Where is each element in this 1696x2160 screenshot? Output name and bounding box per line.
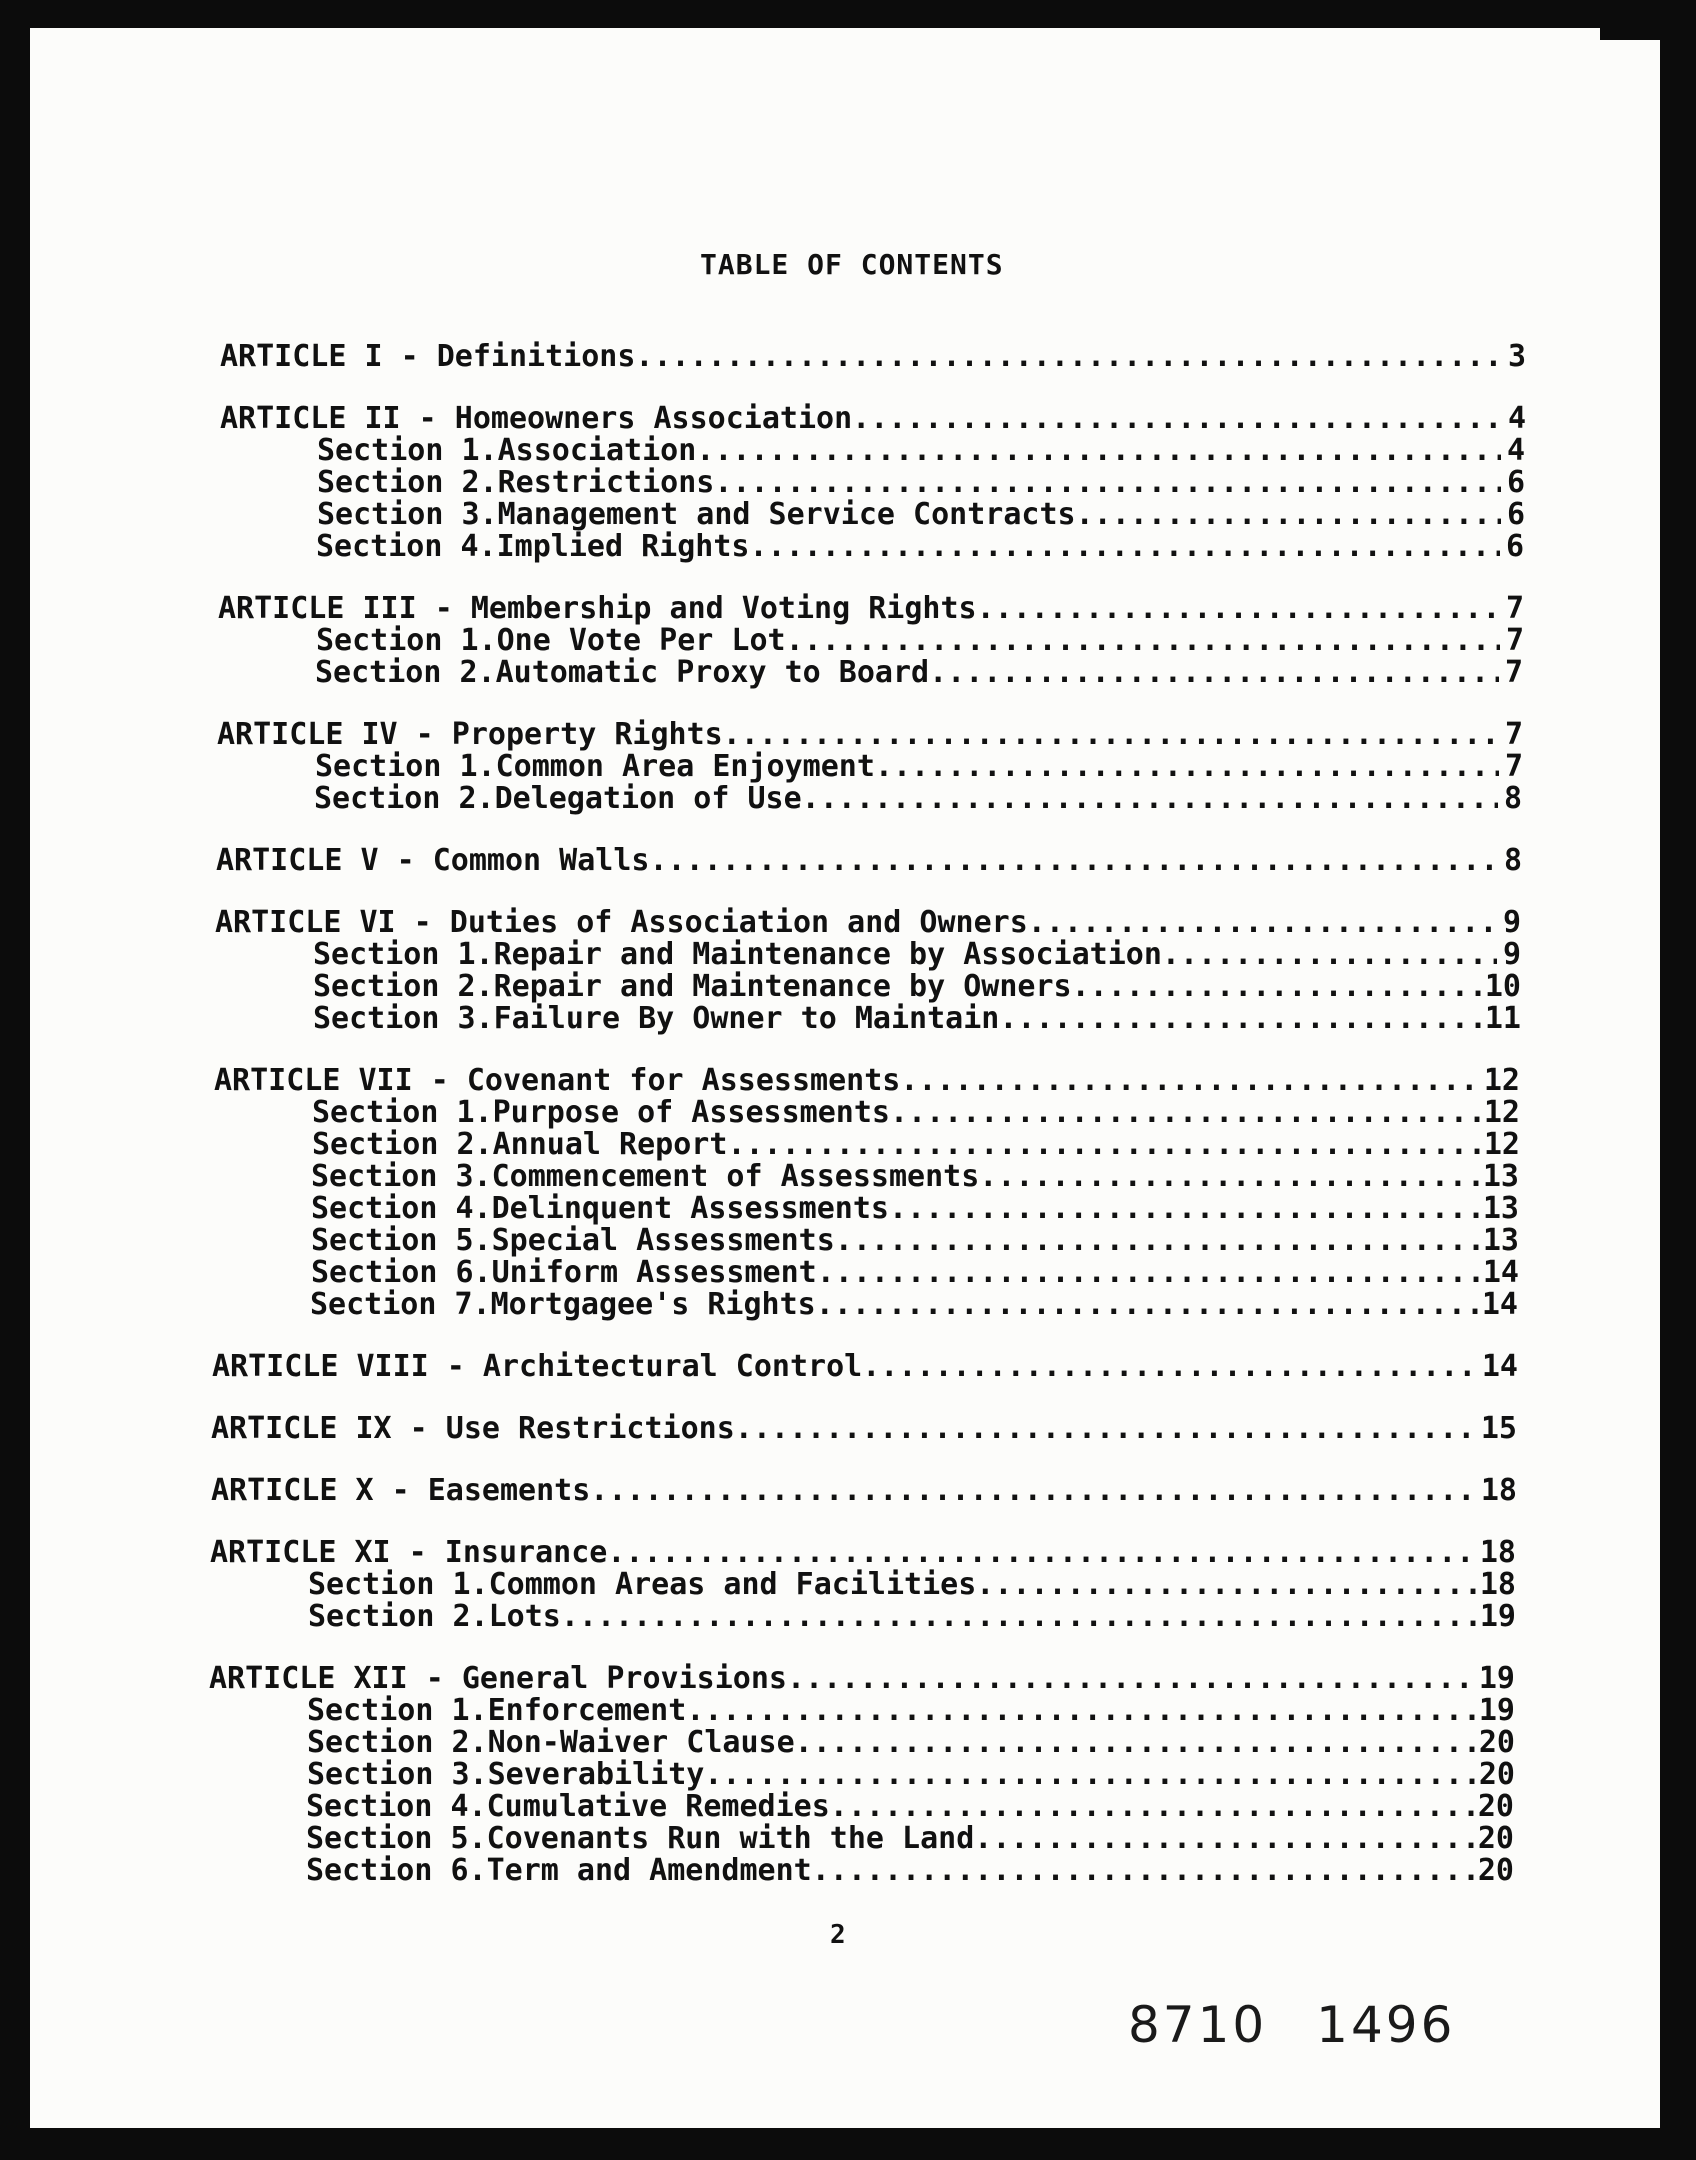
toc-section-number: Section 4.	[306, 1789, 487, 1824]
toc-entry-page: 6	[1506, 465, 1525, 500]
toc-entry-label: ARTICLE V - Common Walls	[216, 843, 650, 878]
toc-leader-dots	[590, 1474, 1477, 1508]
toc-leader-dots	[862, 1350, 1478, 1384]
document-page	[30, 28, 1660, 2128]
toc-article-entry	[211, 1474, 1517, 1508]
toc-entry-page: 18	[1479, 1567, 1516, 1602]
toc-entry-label: Lots	[488, 1599, 561, 1634]
toc-entry-page: 9	[1502, 937, 1521, 972]
toc-section-entry	[214, 1128, 1520, 1162]
toc-leader-dots	[852, 402, 1502, 436]
toc-entry-page: 12	[1483, 1127, 1520, 1162]
toc-article-entry	[214, 1064, 1520, 1098]
toc-entry-label: ARTICLE III - Membership and Voting Rights	[218, 591, 977, 626]
toc-entry-page: 9	[1502, 905, 1521, 940]
toc-entry-label: ARTICLE X - Easements	[211, 1473, 591, 1508]
toc-entry-label: Common Area Enjoyment	[495, 749, 875, 784]
toc-entry-label: Commencement of Assessments	[491, 1159, 980, 1194]
toc-article-entry	[209, 1662, 1515, 1696]
toc-leader-dots	[1072, 970, 1481, 1004]
toc-section-entry	[209, 1726, 1515, 1760]
toc-section-entry	[209, 1694, 1515, 1728]
toc-entry-page: 13	[1482, 1159, 1519, 1194]
toc-leader-dots	[900, 1064, 1480, 1098]
toc-entry-page: 13	[1482, 1223, 1519, 1258]
toc-entry-label: Term and Amendment	[486, 1853, 812, 1888]
toc-leader-dots	[976, 1568, 1476, 1602]
toc-article-entry	[210, 1536, 1516, 1570]
toc-section-number: Section 2.	[317, 465, 498, 500]
toc-entry-label: Mortgagee's Rights	[490, 1287, 816, 1322]
toc-leader-dots	[1076, 498, 1501, 532]
toc-entry-label: ARTICLE IX - Use Restrictions	[211, 1411, 735, 1446]
toc-entry-page: 14	[1481, 1287, 1518, 1322]
toc-title: TABLE OF CONTENTS	[700, 248, 1004, 281]
toc-entry-page: 7	[1505, 623, 1524, 658]
toc-section-number: Section 2.	[315, 655, 496, 690]
toc-section-entry	[215, 970, 1521, 1004]
toc-section-entry	[218, 530, 1524, 564]
toc-entry-label: ARTICLE VII - Covenant for Assessments	[214, 1063, 901, 1098]
toc-leader-dots	[1162, 938, 1497, 972]
toc-section-entry	[210, 1600, 1516, 1634]
toc-leader-dots	[686, 1694, 1475, 1728]
toc-entry-page: 3	[1507, 339, 1526, 374]
toc-entry-page: 18	[1479, 1535, 1516, 1570]
toc-leader-dots	[1028, 906, 1497, 940]
toc-entry-page: 8	[1503, 781, 1522, 816]
toc-leader-dots	[812, 1854, 1474, 1888]
toc-leader-dots	[795, 1726, 1475, 1760]
toc-entry-page: 6	[1506, 497, 1525, 532]
table-of-contents	[30, 28, 1660, 2128]
toc-section-entry	[213, 1224, 1519, 1258]
toc-entry-label: Cumulative Remedies	[486, 1789, 830, 1824]
toc-section-number: Section 7.	[310, 1287, 491, 1322]
toc-section-number: Section 6.	[311, 1255, 492, 1290]
toc-entry-page: 20	[1478, 1725, 1515, 1760]
toc-leader-dots	[607, 1536, 1476, 1570]
toc-entry-label: Enforcement	[487, 1693, 687, 1728]
toc-section-number: Section 4.	[311, 1191, 492, 1226]
toc-section-entry	[213, 1192, 1519, 1226]
toc-article-entry	[220, 402, 1526, 436]
toc-section-entry	[209, 1758, 1515, 1792]
toc-entry-label: ARTICLE XI - Insurance	[210, 1535, 608, 1570]
toc-leader-dots	[723, 718, 1499, 752]
toc-section-entry	[208, 1822, 1514, 1856]
toc-section-entry	[218, 624, 1524, 658]
toc-section-entry	[215, 938, 1521, 972]
toc-entry-label: Purpose of Assessments	[492, 1095, 890, 1130]
toc-entry-label: Uniform Assessment	[491, 1255, 817, 1290]
toc-leader-dots	[787, 1662, 1475, 1696]
toc-article-entry	[216, 844, 1522, 878]
scan-edge-noise	[1600, 0, 1696, 40]
toc-leader-dots	[890, 1096, 1480, 1130]
toc-section-number: Section 2.	[312, 1127, 493, 1162]
toc-section-number: Section 2.	[313, 969, 494, 1004]
toc-section-entry	[216, 782, 1522, 816]
toc-article-entry	[212, 1350, 1518, 1384]
toc-leader-dots	[974, 1822, 1474, 1856]
toc-entry-page: 4	[1506, 433, 1525, 468]
toc-entry-label: Failure By Owner to Maintain	[493, 1001, 1000, 1036]
toc-entry-label: Repair and Maintenance by Association	[493, 937, 1162, 972]
toc-article-entry	[211, 1412, 1517, 1446]
toc-section-entry	[219, 498, 1525, 532]
toc-section-entry	[217, 656, 1523, 690]
toc-entry-page: 19	[1478, 1661, 1515, 1696]
toc-leader-dots	[786, 624, 1500, 658]
toc-leader-dots	[999, 1002, 1481, 1036]
scan-edge-noise	[0, 0, 70, 24]
toc-section-number: Section 1.	[307, 1693, 488, 1728]
toc-section-entry	[213, 1256, 1519, 1290]
toc-article-entry	[215, 906, 1521, 940]
toc-section-number: Section 2.	[307, 1725, 488, 1760]
toc-section-number: Section 2.	[314, 781, 495, 816]
toc-leader-dots	[704, 1758, 1475, 1792]
toc-leader-dots	[649, 844, 1498, 878]
toc-entry-page: 10	[1484, 969, 1521, 1004]
toc-entry-page: 14	[1482, 1255, 1519, 1290]
toc-entry-page: 14	[1481, 1349, 1518, 1384]
toc-entry-page: 8	[1503, 843, 1522, 878]
toc-section-number: Section 3.	[307, 1757, 488, 1792]
toc-entry-label: Association	[497, 433, 697, 468]
toc-entry-label: Automatic Proxy to Board	[495, 655, 930, 690]
toc-section-number: Section 4.	[316, 529, 497, 564]
toc-entry-label: Common Areas and Facilities	[488, 1567, 977, 1602]
toc-entry-label: Annual Report	[492, 1127, 728, 1162]
toc-entry-label: ARTICLE II - Homeowners Association	[220, 401, 853, 436]
toc-entry-label: ARTICLE VI - Duties of Association and Owners	[215, 905, 1028, 940]
toc-section-number: Section 3.	[317, 497, 498, 532]
toc-entry-page: 20	[1477, 1789, 1514, 1824]
toc-leader-dots	[750, 530, 1501, 564]
toc-entry-page: 20	[1478, 1757, 1515, 1792]
toc-section-entry	[212, 1288, 1518, 1322]
toc-section-number: Section 1.	[312, 1095, 493, 1130]
toc-section-entry	[214, 1096, 1520, 1130]
toc-entry-label: Restrictions	[497, 465, 715, 500]
toc-entry-page: 15	[1480, 1411, 1517, 1446]
toc-entry-label: Repair and Maintenance by Owners	[493, 969, 1072, 1004]
toc-section-entry	[217, 750, 1523, 784]
toc-leader-dots	[875, 750, 1499, 784]
toc-section-number: Section 5.	[306, 1821, 487, 1856]
toc-section-number: Section 1.	[317, 433, 498, 468]
document-stamp-number: 8710 1496	[1128, 1996, 1456, 2054]
toc-entry-page: 11	[1484, 1001, 1521, 1036]
toc-entry-page: 6	[1505, 529, 1524, 564]
toc-entry-label: ARTICLE I - Definitions	[220, 339, 636, 374]
toc-section-entry	[210, 1568, 1516, 1602]
toc-section-entry	[219, 466, 1525, 500]
toc-leader-dots	[830, 1790, 1474, 1824]
toc-entry-label: Non-Waiver Clause	[487, 1725, 795, 1760]
toc-section-number: Section 2.	[308, 1599, 489, 1634]
toc-leader-dots	[735, 1412, 1477, 1446]
toc-entry-page: 19	[1479, 1599, 1516, 1634]
toc-entry-label: Management and Service Contracts	[497, 497, 1076, 532]
toc-section-number: Section 1.	[316, 623, 497, 658]
toc-section-number: Section 6.	[306, 1853, 487, 1888]
toc-leader-dots	[727, 1128, 1479, 1162]
toc-entry-page: 7	[1504, 749, 1523, 784]
toc-entry-label: ARTICLE VIII - Architectural Control	[212, 1349, 863, 1384]
toc-entry-label: Special Assessments	[491, 1223, 835, 1258]
toc-section-number: Section 1.	[313, 937, 494, 972]
toc-entry-page: 18	[1480, 1473, 1517, 1508]
toc-leader-dots	[889, 1192, 1479, 1226]
toc-entry-label: Severability	[487, 1757, 705, 1792]
toc-entry-label: Covenants Run with the Land	[486, 1821, 975, 1856]
toc-entry-page: 12	[1483, 1063, 1520, 1098]
toc-entry-label: Delegation of Use	[494, 781, 802, 816]
toc-entry-label: Implied Rights	[496, 529, 750, 564]
toc-article-entry	[218, 592, 1524, 626]
toc-entry-page: 13	[1482, 1191, 1519, 1226]
toc-entry-page: 4	[1507, 401, 1526, 436]
toc-section-number: Section 5.	[311, 1223, 492, 1258]
toc-entry-page: 20	[1477, 1821, 1514, 1856]
toc-section-entry	[215, 1002, 1521, 1036]
toc-section-number: Section 1.	[308, 1567, 489, 1602]
toc-section-entry	[219, 434, 1525, 468]
toc-section-entry	[208, 1854, 1514, 1888]
toc-leader-dots	[816, 1288, 1478, 1322]
toc-section-number: Section 3.	[311, 1159, 492, 1194]
toc-entry-label: ARTICLE XII - General Provisions	[209, 1661, 787, 1696]
toc-entry-label: One Vote Per Lot	[496, 623, 786, 658]
toc-section-entry	[213, 1160, 1519, 1194]
toc-leader-dots	[635, 340, 1502, 374]
toc-leader-dots	[817, 1256, 1479, 1290]
toc-article-entry	[220, 340, 1526, 374]
toc-section-entry	[208, 1790, 1514, 1824]
toc-entry-label: Delinquent Assessments	[491, 1191, 889, 1226]
toc-leader-dots	[802, 782, 1498, 816]
toc-leader-dots	[714, 466, 1501, 500]
toc-section-number: Section 3.	[313, 1001, 494, 1036]
toc-leader-dots	[977, 592, 1500, 626]
toc-entry-page: 7	[1504, 717, 1523, 752]
page-number: 2	[830, 1920, 846, 1950]
toc-article-entry	[217, 718, 1523, 752]
toc-leader-dots	[979, 1160, 1479, 1194]
toc-section-number: Section 1.	[315, 749, 496, 784]
toc-entry-page: 20	[1477, 1853, 1514, 1888]
toc-entry-page: 12	[1483, 1095, 1520, 1130]
toc-entry-page: 19	[1478, 1693, 1515, 1728]
toc-leader-dots	[929, 656, 1499, 690]
toc-entry-label: ARTICLE IV - Property Rights	[217, 717, 723, 752]
toc-entry-page: 7	[1505, 591, 1524, 626]
toc-leader-dots	[561, 1600, 1476, 1634]
toc-leader-dots	[696, 434, 1501, 468]
toc-entry-page: 7	[1504, 655, 1523, 690]
toc-leader-dots	[835, 1224, 1479, 1258]
